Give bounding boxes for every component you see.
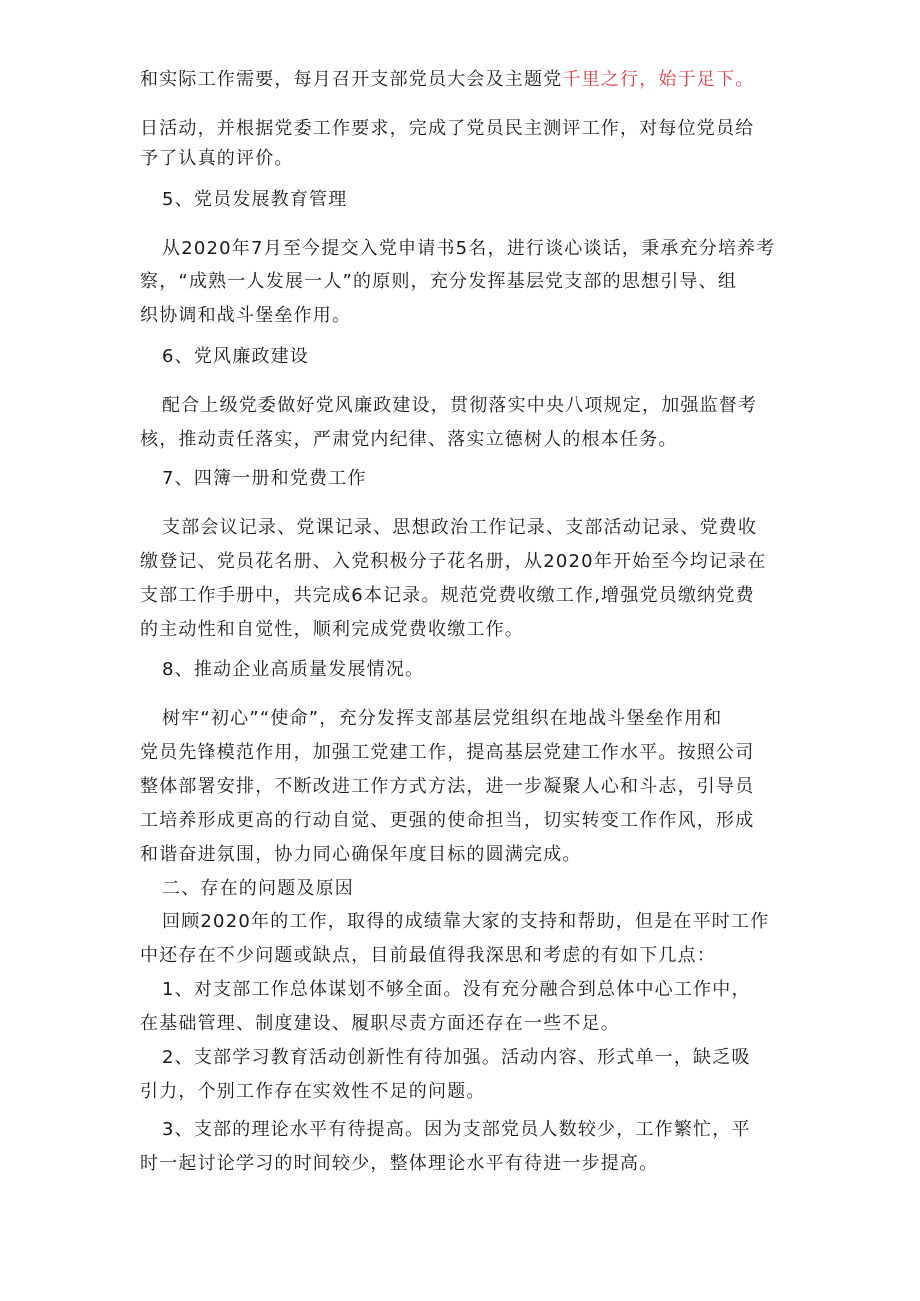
intro-line-3: 予了认真的评价。 — [140, 148, 294, 169]
red-overlay-text: 千里之行，始于足下。 — [562, 69, 755, 90]
part-2-intro-line: 中还存在不少问题或缺点，目前最值得我深思和考虑的有如下几点： — [140, 945, 716, 966]
section-5-line: 察，“成熟一人发展一人”的原则，充分发挥基层党支部的思想引导、组 — [140, 271, 738, 292]
part-2-heading: 二、存在的问题及原因 — [162, 878, 354, 899]
section-8-line: 整体部署安排，不断改进工作方式方法，进一步凝聚人心和斗志，引导员 — [140, 776, 755, 797]
section-8-line: 工培养形成更高的行动自觉、更强的使命担当，切实转变工作作风，形成 — [140, 810, 755, 831]
intro-line-1-text: 和实际工作需要，每月召开支部党员大会及主题党 — [140, 69, 563, 90]
section-8-line: 树牢“初心”“使命”，充分发挥支部基层党组织在地战斗堡垒作用和 — [162, 708, 723, 729]
section-6-line: 配合上级党委做好党风廉政建设，贯彻落实中央八项规定，加强监督考 — [162, 395, 758, 416]
section-7-line: 的主动性和自觉性，顺利完成党费收缴工作。 — [140, 619, 524, 640]
section-8-line: 党员先锋模范作用，加强工党建工作，提高基层党建工作水平。按照公司 — [140, 742, 755, 763]
section-8-line: 和谐奋进氛围，协力同心确保年度目标的圆满完成。 — [140, 844, 582, 865]
section-6-line: 核，推动责任落实，严肃党内纪律、落实立德树人的根本任务。 — [140, 429, 678, 450]
section-7-line: 支部工作手册中，共完成6本记录。规范党费收缴工作,增强党员缴纳党费 — [140, 585, 755, 606]
section-7-line: 支部会议记录、党课记录、思想政治工作记录、支部活动记录、党费收 — [162, 517, 758, 538]
part-2-intro-line: 回顾2020年的工作，取得的成绩靠大家的支持和帮助，但是在平时工作 — [162, 911, 770, 932]
problem-1-line: 1、对支部工作总体谋划不够全面。没有充分融合到总体中心工作中， — [162, 979, 751, 1000]
problem-3-line: 3、支部的理论水平有待提高。因为支部党员人数较少，工作繁忙，平 — [162, 1119, 751, 1140]
section-5-line: 织协调和战斗堡垒作用。 — [140, 305, 352, 326]
problem-2-line: 引力，个别工作存在实效性不足的问题。 — [140, 1081, 486, 1102]
section-5-line: 从2020年7月至今提交入党申请书5名，进行谈心谈话，秉承充分培养考 — [162, 238, 776, 259]
section-7-heading: 7、四簿一册和党费工作 — [162, 468, 367, 489]
intro-line-1 — [140, 68, 790, 92]
intro-line-2: 日活动，并根据党委工作要求，完成了党员民主测评工作，对每位党员给 — [140, 118, 755, 139]
problem-3-line: 时一起讨论学习的时间较少，整体理论水平有待进一步提高。 — [140, 1153, 659, 1174]
section-7-line: 缴登记、党员花名册、入党积极分子花名册，从2020年开始至今均记录在 — [140, 551, 767, 572]
section-5-heading: 5、党员发展教育管理 — [162, 189, 348, 210]
problem-2-line: 2、支部学习教育活动创新性有待加强。活动内容、形式单一，缺乏吸 — [162, 1047, 751, 1068]
problem-1-line: 在基础管理、制度建设、履职尽责方面还存在一些不足。 — [140, 1013, 620, 1034]
section-6-heading: 6、党风廉政建设 — [162, 346, 310, 367]
section-8-heading: 8、推动企业高质量发展情况。 — [162, 659, 425, 680]
